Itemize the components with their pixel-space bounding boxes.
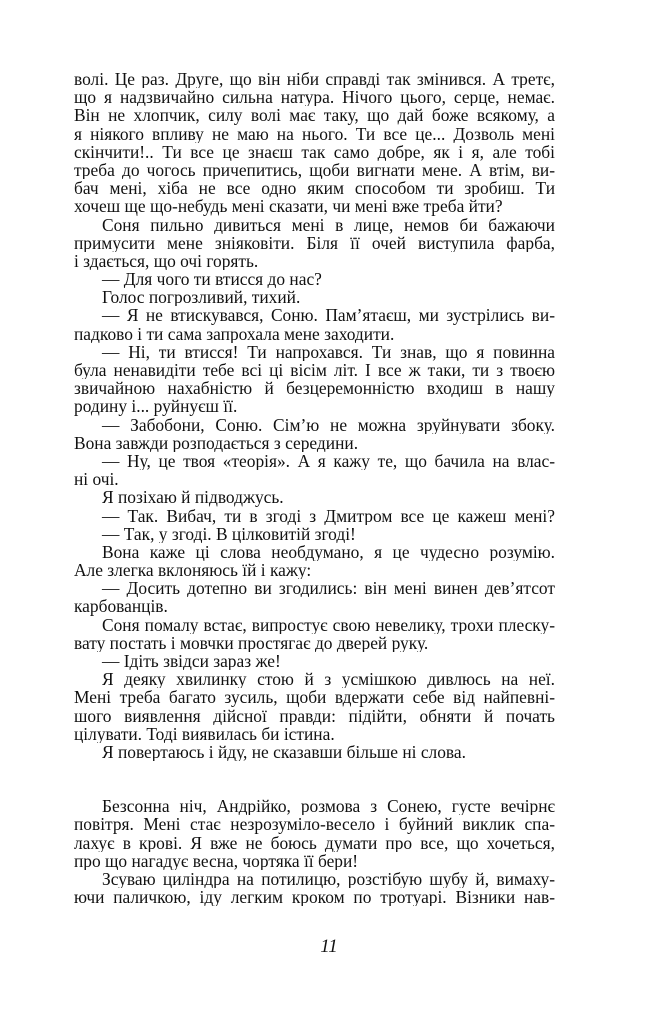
text-line: — Досить дотепно ви згодились: він мені винен дев’ятсот <box>102 579 555 598</box>
section-break <box>74 761 555 797</box>
text-line: — Для чого ти втисся до нас? <box>102 270 322 289</box>
text-line: хочеш ще що-небудь мені сказати, чи мені вже треба йти? <box>74 197 503 216</box>
text-line: падково і ти сама запрохала мене заходити. <box>74 324 395 343</box>
text-line: Соня пильно дивиться мені в лице, немов би бажаючи <box>102 215 555 234</box>
text-line: скінчити!.. Ти все це знаєш так само добре, як і я, але тобі <box>74 142 555 161</box>
text-line: була ненавидіти тебе всі ці вісім літ. І все ж таки, ти з твоєю <box>74 361 555 380</box>
text-line: бач мені, хіба не все одно яким способом ти зробиш. Ти <box>74 179 555 198</box>
text-line: Зсуваю циліндра на потилицю, розстібую шубу й, вимаху- <box>102 869 555 889</box>
text-line: карбованців. <box>74 597 168 616</box>
text-line: повітря. Мені стає незрозуміло-весело і буйний виклик спа- <box>74 815 555 834</box>
text-line: волі. Це раз. Друге, що він ніби справді так змінився. А третє, <box>74 70 555 89</box>
text-line: цілувати. Тоді виявилась би істина. <box>74 724 335 743</box>
text-line: родину і... руйнуєш її. <box>74 397 238 416</box>
page-number: 11 <box>320 936 338 957</box>
text-line: Голос погрозливий, тихий. <box>102 288 301 307</box>
text-line: вату постать і мовчки простягає до дверей руку. <box>74 633 429 652</box>
text-line: що я надзвичайно сильна натура. Нічого цього, серце, немає. <box>74 88 555 107</box>
text-line: ючи паличкою, іду легким кроком по тротуарі. Візники нав- <box>74 888 555 907</box>
text-line: Але злегка вклоняюсь їй і кажу: <box>74 561 312 580</box>
text-line: треба до чогось причепитись, щоби вигнати мене. А втім, ви- <box>74 160 555 180</box>
text-line: — Ні, ти втисся! Ти напрохався. Ти знав, що я повинна <box>102 342 555 361</box>
text-line: Він не хлопчик, силу волі має таку, що дай боже всякому, а <box>74 106 555 125</box>
text-line: Я повертаюсь і йду, не сказавши більше ні слова. <box>102 742 466 762</box>
text-line: Вона завжди розподається з середини. <box>74 433 359 452</box>
text-line: Я деяку хвилинку стою й з усмішкою дивлюсь на неї. <box>102 670 555 689</box>
page-body <box>74 70 555 906</box>
text-line: я ніякого впливу не маю на нього. Ти все це... Дозволь мені <box>74 124 555 143</box>
text-line: Я позіхаю й підводжусь. <box>102 488 284 507</box>
text-line: — Забобони, Соню. Сім’ю не можна зруйнувати збоку. <box>102 415 555 434</box>
text-line: Безсонна ніч, Андрійко, розмова з Сонею, густе вечірнє <box>102 797 555 816</box>
text-line: Соня помалу встає, випростує свою невелику, трохи плеску- <box>102 615 555 634</box>
text-line: — Так. Вибач, ти в згоді з Дмитром все це кажеш мені? <box>102 506 555 525</box>
text-line: — Так, у згоді. В цілковитій згоді! <box>102 524 356 543</box>
text-line: і здається, що очі горять. <box>74 251 259 271</box>
text-line: шого виявлення дійсної правди: підійти, обняти й почать <box>74 706 555 725</box>
text-line: Вона каже ці слова необдумано, я це чудесно розумію. <box>102 542 555 562</box>
text-line: про що нагадує весна, чортяка її бери! <box>74 851 359 870</box>
text-line: — Ідіть звідси зараз же! <box>102 652 281 671</box>
text-line: ні очі. <box>74 470 119 489</box>
text-line: — Я не втискувався, Соню. Пам’ятаєш, ми зустрілись ви- <box>102 306 555 325</box>
text-line: звичайною нахабністю й безцеремонністю входиш в нашу <box>74 379 555 398</box>
text-line: лахує в крові. Я вже не боюсь думати про все, що хочеться, <box>74 833 555 852</box>
text-line: Мені треба багато зусиль, щоби вдержати себе від найпевні- <box>74 688 555 707</box>
text-line: примусити мене зніяковіти. Біля її очей виступила фарба, <box>74 233 555 252</box>
text-line: — Ну, це твоя «теорія». А я кажу те, що бачила на влас- <box>102 451 555 471</box>
